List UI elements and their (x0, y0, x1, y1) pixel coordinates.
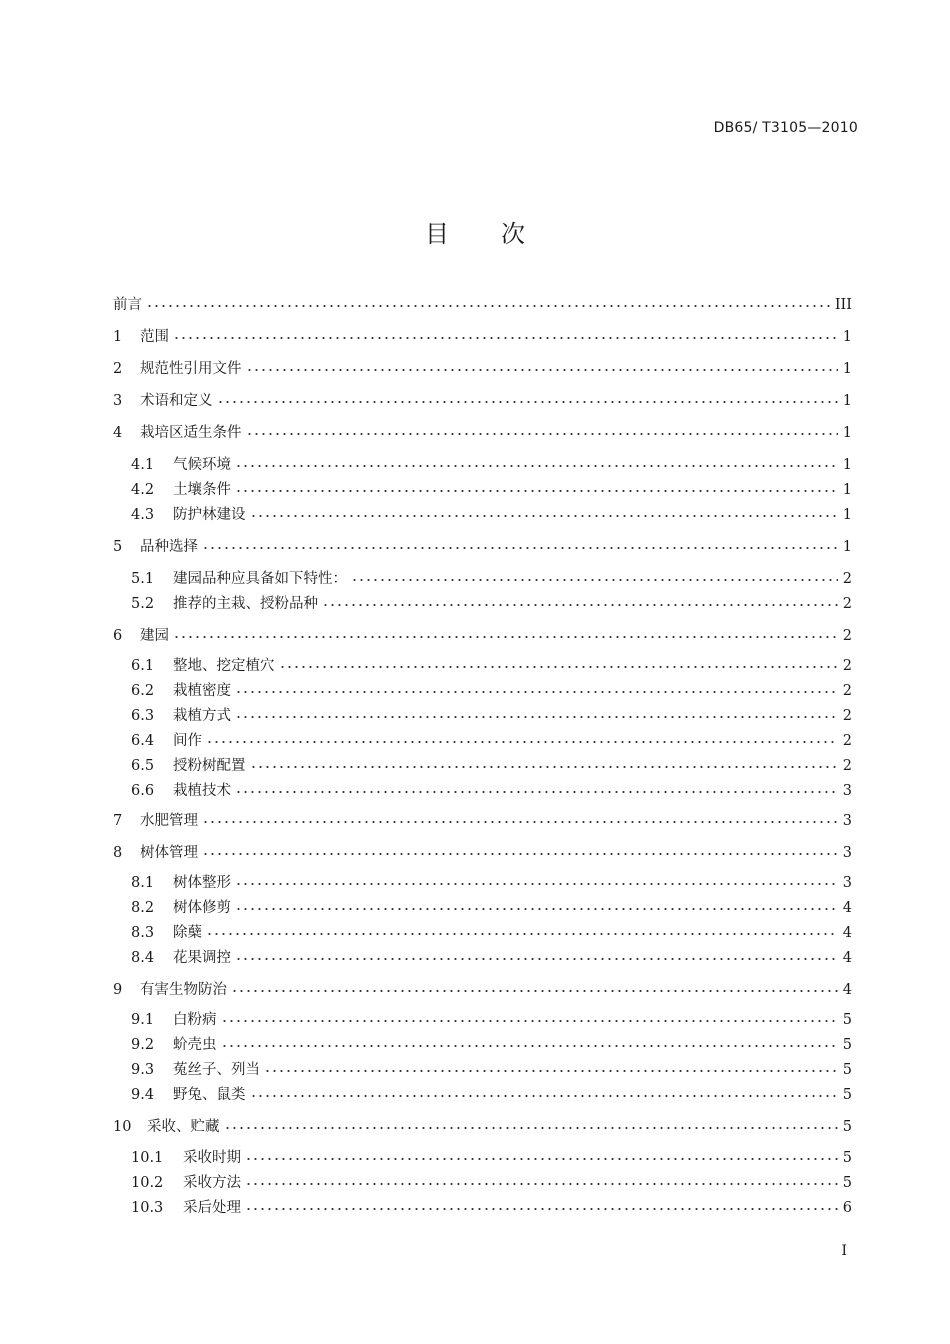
toc-entry-page: 5 (842, 1175, 852, 1191)
toc-entry-number: 8.3 (131, 925, 155, 941)
toc-leader-dots (250, 1092, 839, 1100)
toc-entry[interactable] (131, 918, 852, 942)
toc-leader-dots (351, 576, 838, 584)
toc-entry-page: 6 (842, 1200, 852, 1216)
toc-entry-label: 树体整形 (173, 875, 231, 891)
toc-leader-dots (231, 987, 838, 995)
toc-entry-page: 1 (842, 425, 852, 441)
toc-entry-number: 9.2 (131, 1037, 155, 1053)
toc-leader-dots (206, 738, 838, 746)
toc-leader-dots (246, 366, 839, 374)
toc-leader-dots (202, 850, 838, 858)
toc-entry[interactable] (113, 838, 852, 862)
toc-leader-dots (235, 905, 838, 913)
toc-entry-page: 1 (842, 361, 852, 377)
toc-entry[interactable] (131, 1005, 852, 1029)
toc-entry-page: 1 (842, 507, 852, 523)
toc-entry[interactable] (131, 1143, 852, 1167)
toc-leader-dots (245, 1155, 838, 1163)
toc-entry-page: 4 (842, 982, 852, 998)
toc-entry-number: 3 (113, 393, 123, 409)
toc-leader-dots (235, 713, 838, 721)
toc-entry-page: 2 (842, 571, 852, 587)
toc-entry-label: 树体管理 (140, 845, 198, 861)
toc-entry-number: 8.1 (131, 875, 155, 891)
toc-entry[interactable] (113, 621, 852, 645)
toc-entry-number: 6.6 (131, 783, 155, 799)
toc-entry-page: 2 (842, 683, 852, 699)
toc-entry-label: 规范性引用文件 (140, 361, 242, 377)
toc-entry-number: 6.1 (131, 658, 155, 674)
toc-entry-label: 采后处理 (183, 1200, 241, 1216)
toc-entry[interactable] (131, 1055, 852, 1079)
toc-entry-number: 6 (113, 628, 123, 644)
toc-entry-page: 5 (842, 1037, 852, 1053)
toc-entry-number: 4.2 (131, 482, 155, 498)
toc-entry-label: 建园品种应具备如下特性： (173, 571, 347, 587)
toc-entry-number: 9.1 (131, 1012, 155, 1028)
toc-leader-dots (264, 1067, 838, 1075)
toc-entry-number: 6.5 (131, 758, 155, 774)
page-number: I (841, 1243, 847, 1259)
toc-leader-dots (245, 1205, 838, 1213)
toc-leader-dots (235, 688, 838, 696)
toc-entry[interactable] (113, 290, 852, 314)
toc-entry-number: 8.2 (131, 900, 155, 916)
toc-entry-label: 品种选择 (140, 539, 198, 555)
toc-entry-number: 9.4 (131, 1087, 155, 1103)
toc-entry[interactable] (131, 751, 852, 775)
toc-entry[interactable] (131, 475, 852, 499)
toc-entry-page: 3 (842, 845, 852, 861)
toc-entry-label: 防护林建设 (173, 507, 246, 523)
toc-leader-dots (235, 955, 838, 963)
toc-entry-label: 树体修剪 (173, 900, 231, 916)
toc-leader-dots (235, 788, 838, 796)
toc-entry-page: 1 (842, 457, 852, 473)
toc-entry-label: 栽培区适生条件 (140, 425, 242, 441)
toc-entry[interactable] (113, 322, 852, 346)
toc-entry-label: 术语和定义 (140, 393, 213, 409)
toc-entry-number: 9.3 (131, 1062, 155, 1078)
toc-leader-dots (202, 544, 838, 552)
toc-entry-label: 授粉树配置 (173, 758, 246, 774)
toc-entry[interactable] (113, 354, 852, 378)
toc-entry-number: 5.2 (131, 596, 155, 612)
toc-entry-label: 范围 (140, 329, 169, 345)
toc-entry[interactable] (113, 806, 852, 830)
toc-entry-number: 10.2 (131, 1175, 164, 1191)
toc-leader-dots (221, 1017, 839, 1025)
toc-entry-number: 1 (113, 329, 123, 345)
toc-entry-page: 3 (842, 783, 852, 799)
toc-entry-number: 2 (113, 361, 123, 377)
toc-entry-page: 5 (842, 1119, 852, 1135)
toc-entry-page: 2 (842, 628, 852, 644)
page-title: 目次 (425, 220, 577, 248)
toc-entry-number: 6.4 (131, 733, 155, 749)
toc-entry[interactable] (131, 1080, 852, 1104)
toc-entry-number: 5 (113, 539, 123, 555)
toc-leader-dots (235, 487, 838, 495)
toc-entry-label: 气候环境 (173, 457, 231, 473)
toc-entry[interactable] (131, 1030, 852, 1054)
toc-leader-dots (279, 663, 839, 671)
toc-entry-page: 2 (842, 596, 852, 612)
toc-entry-number: 6.2 (131, 683, 155, 699)
toc-entry-label: 采收时期 (183, 1150, 241, 1166)
toc-entry[interactable] (131, 701, 852, 725)
toc-entry[interactable] (113, 532, 852, 556)
toc-entry-page: III (834, 297, 852, 313)
toc-entry-label: 采收方法 (183, 1175, 241, 1191)
toc-entry[interactable] (131, 776, 852, 800)
toc-leader-dots (245, 1180, 838, 1188)
toc-entry[interactable] (131, 943, 852, 967)
toc-leader-dots (173, 633, 838, 641)
toc-entry[interactable] (131, 589, 852, 613)
toc-entry-label: 除蘖 (173, 925, 202, 941)
document-id: DB65/ T3105—2010 (713, 120, 858, 136)
toc-entry-number: 10.3 (131, 1200, 164, 1216)
toc-entry-label: 前言 (113, 297, 142, 313)
toc-entry-number: 8.4 (131, 950, 155, 966)
toc-entry-label: 花果调控 (173, 950, 231, 966)
toc-entry[interactable] (131, 1168, 852, 1192)
toc-entry-number: 8 (113, 845, 123, 861)
toc-entry[interactable] (131, 676, 852, 700)
toc-entry-page: 4 (842, 900, 852, 916)
toc-entry-page: 2 (842, 733, 852, 749)
toc-leader-dots (173, 334, 838, 342)
toc-leader-dots (235, 880, 838, 888)
toc-entry-label: 有害生物防治 (140, 982, 227, 998)
toc-entry-label: 蚧壳虫 (173, 1037, 217, 1053)
toc-entry-page: 2 (842, 658, 852, 674)
toc-entry-page: 2 (842, 708, 852, 724)
toc-entry[interactable] (113, 975, 852, 999)
toc-entry-label: 栽植方式 (173, 708, 231, 724)
toc-entry-page: 5 (842, 1150, 852, 1166)
toc-leader-dots (221, 1042, 839, 1050)
toc-entry-label: 水肥管理 (140, 813, 198, 829)
toc-entry-label: 间作 (173, 733, 202, 749)
toc-leader-dots (217, 398, 839, 406)
toc-entry-page: 2 (842, 758, 852, 774)
toc-entry-page: 3 (842, 813, 852, 829)
toc-entry-page: 1 (842, 482, 852, 498)
toc-entry-label: 土壤条件 (173, 482, 231, 498)
toc-entry-label: 菟丝子、列当 (173, 1062, 260, 1078)
toc-leader-dots (322, 601, 838, 609)
toc-entry[interactable] (131, 564, 852, 588)
toc-entry[interactable] (113, 418, 852, 442)
toc-entry-number: 4 (113, 425, 123, 441)
toc-entry-page: 1 (842, 329, 852, 345)
toc-entry-label: 栽植技术 (173, 783, 231, 799)
toc-leader-dots (224, 1124, 839, 1132)
toc-entry-page: 4 (842, 950, 852, 966)
toc-entry-label: 采收、贮藏 (147, 1119, 220, 1135)
toc-entry-label: 野兔、鼠类 (173, 1087, 246, 1103)
toc-entry-page: 3 (842, 875, 852, 891)
toc-entry-label: 建园 (140, 628, 169, 644)
toc-entry-page: 4 (842, 925, 852, 941)
toc-entry[interactable] (131, 893, 852, 917)
toc-entry-label: 栽植密度 (173, 683, 231, 699)
toc-entry-number: 10 (113, 1119, 132, 1135)
toc-entry[interactable] (113, 1112, 852, 1136)
toc-leader-dots (235, 462, 838, 470)
toc-entry-number: 9 (113, 982, 123, 998)
toc-entry[interactable] (131, 1193, 852, 1217)
toc-leader-dots (202, 818, 838, 826)
toc-entry[interactable] (131, 500, 852, 524)
toc-entry-label: 推荐的主栽、授粉品种 (173, 596, 318, 612)
toc-entry[interactable] (131, 726, 852, 750)
toc-leader-dots (146, 302, 831, 310)
toc-entry[interactable] (131, 450, 852, 474)
toc-entry-page: 1 (842, 539, 852, 555)
toc-entry-page: 5 (842, 1012, 852, 1028)
toc-entry[interactable] (131, 651, 852, 675)
toc-entry-number: 10.1 (131, 1150, 164, 1166)
toc-entry-number: 4.3 (131, 507, 155, 523)
toc-entry-number: 6.3 (131, 708, 155, 724)
toc-entry-page: 5 (842, 1087, 852, 1103)
toc-entry-number: 5.1 (131, 571, 155, 587)
toc-entry-number: 4.1 (131, 457, 155, 473)
toc-entry-label: 整地、挖定植穴 (173, 658, 275, 674)
toc-leader-dots (250, 512, 839, 520)
toc-entry[interactable] (113, 386, 852, 410)
toc-entry-number: 7 (113, 813, 123, 829)
toc-leader-dots (206, 930, 838, 938)
toc-entry-page: 5 (842, 1062, 852, 1078)
toc-leader-dots (246, 430, 839, 438)
toc-entry-page: 1 (842, 393, 852, 409)
toc-entry-label: 白粉病 (173, 1012, 217, 1028)
toc-leader-dots (250, 763, 839, 771)
toc-entry[interactable] (131, 868, 852, 892)
